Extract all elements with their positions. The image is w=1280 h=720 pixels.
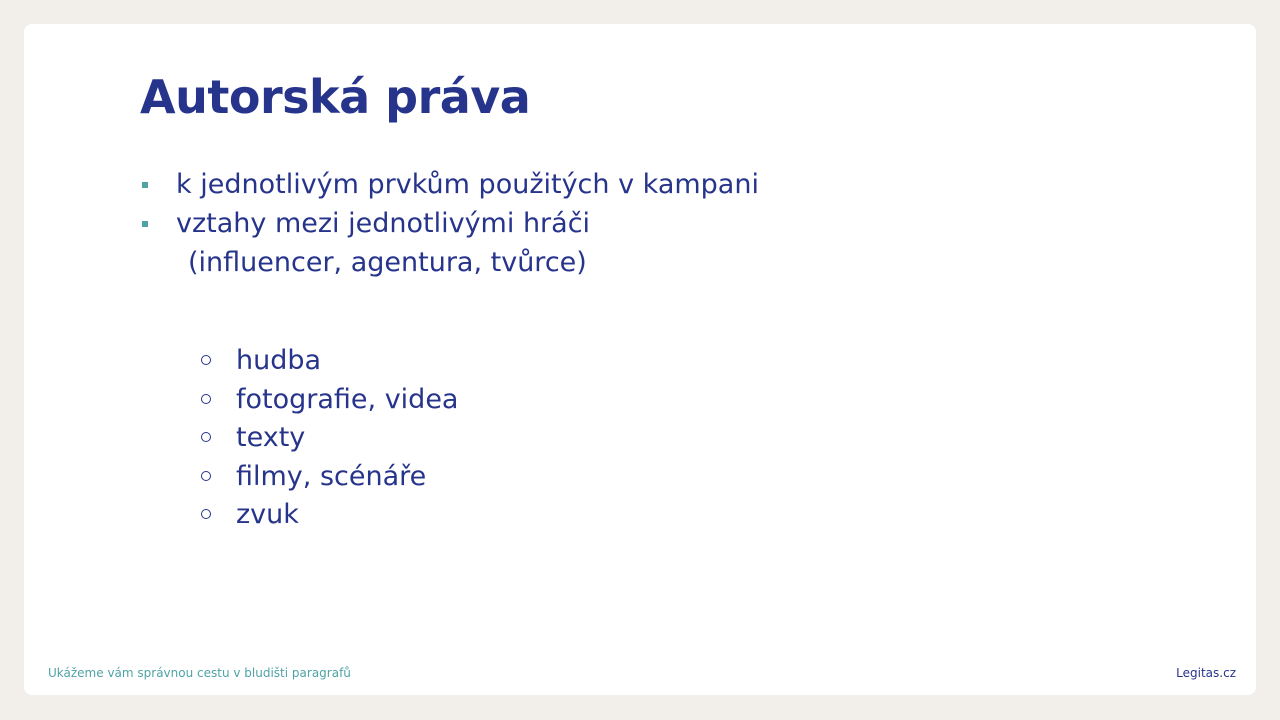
circle-bullet-icon	[201, 471, 211, 481]
square-bullet-icon	[142, 182, 148, 188]
sub-bullet-text: hudba	[236, 345, 322, 376]
slide-card	[24, 24, 1256, 695]
circle-bullet-icon	[201, 355, 211, 365]
circle-bullet-icon	[201, 509, 211, 519]
sub-bullet-text: fotografie, videa	[236, 383, 459, 415]
sub-bullet-text: filmy, scénáře	[236, 460, 427, 492]
sub-bullet-item	[200, 419, 458, 458]
slide-title: Autorská práva	[140, 70, 531, 124]
bullet-list	[140, 165, 759, 282]
footer-tagline: Ukážeme vám správnou cestu v bludišti paragrafů	[48, 666, 351, 680]
circle-bullet-icon	[201, 394, 211, 404]
sub-bullet-item	[200, 342, 458, 381]
square-bullet-icon	[142, 221, 148, 227]
footer-brand: Legitas.cz	[1176, 666, 1236, 680]
sub-bullet-text: zvuk	[236, 499, 299, 530]
bullet-text: vztahy mezi jednotlivými hráči	[176, 208, 591, 239]
bullet-item	[140, 204, 759, 243]
sub-bullet-item	[200, 381, 458, 420]
sub-bullet-item	[200, 496, 458, 535]
bullet-item	[140, 165, 759, 204]
sub-bullet-item	[200, 458, 458, 497]
bullet-continuation: (influencer, agentura, tvůrce)	[188, 247, 587, 278]
bullet-text: k jednotlivým prvkům použitých v kampani	[176, 169, 759, 200]
circle-bullet-icon	[201, 432, 211, 442]
sub-bullet-text: texty	[236, 422, 306, 453]
sub-bullet-list	[200, 342, 458, 535]
